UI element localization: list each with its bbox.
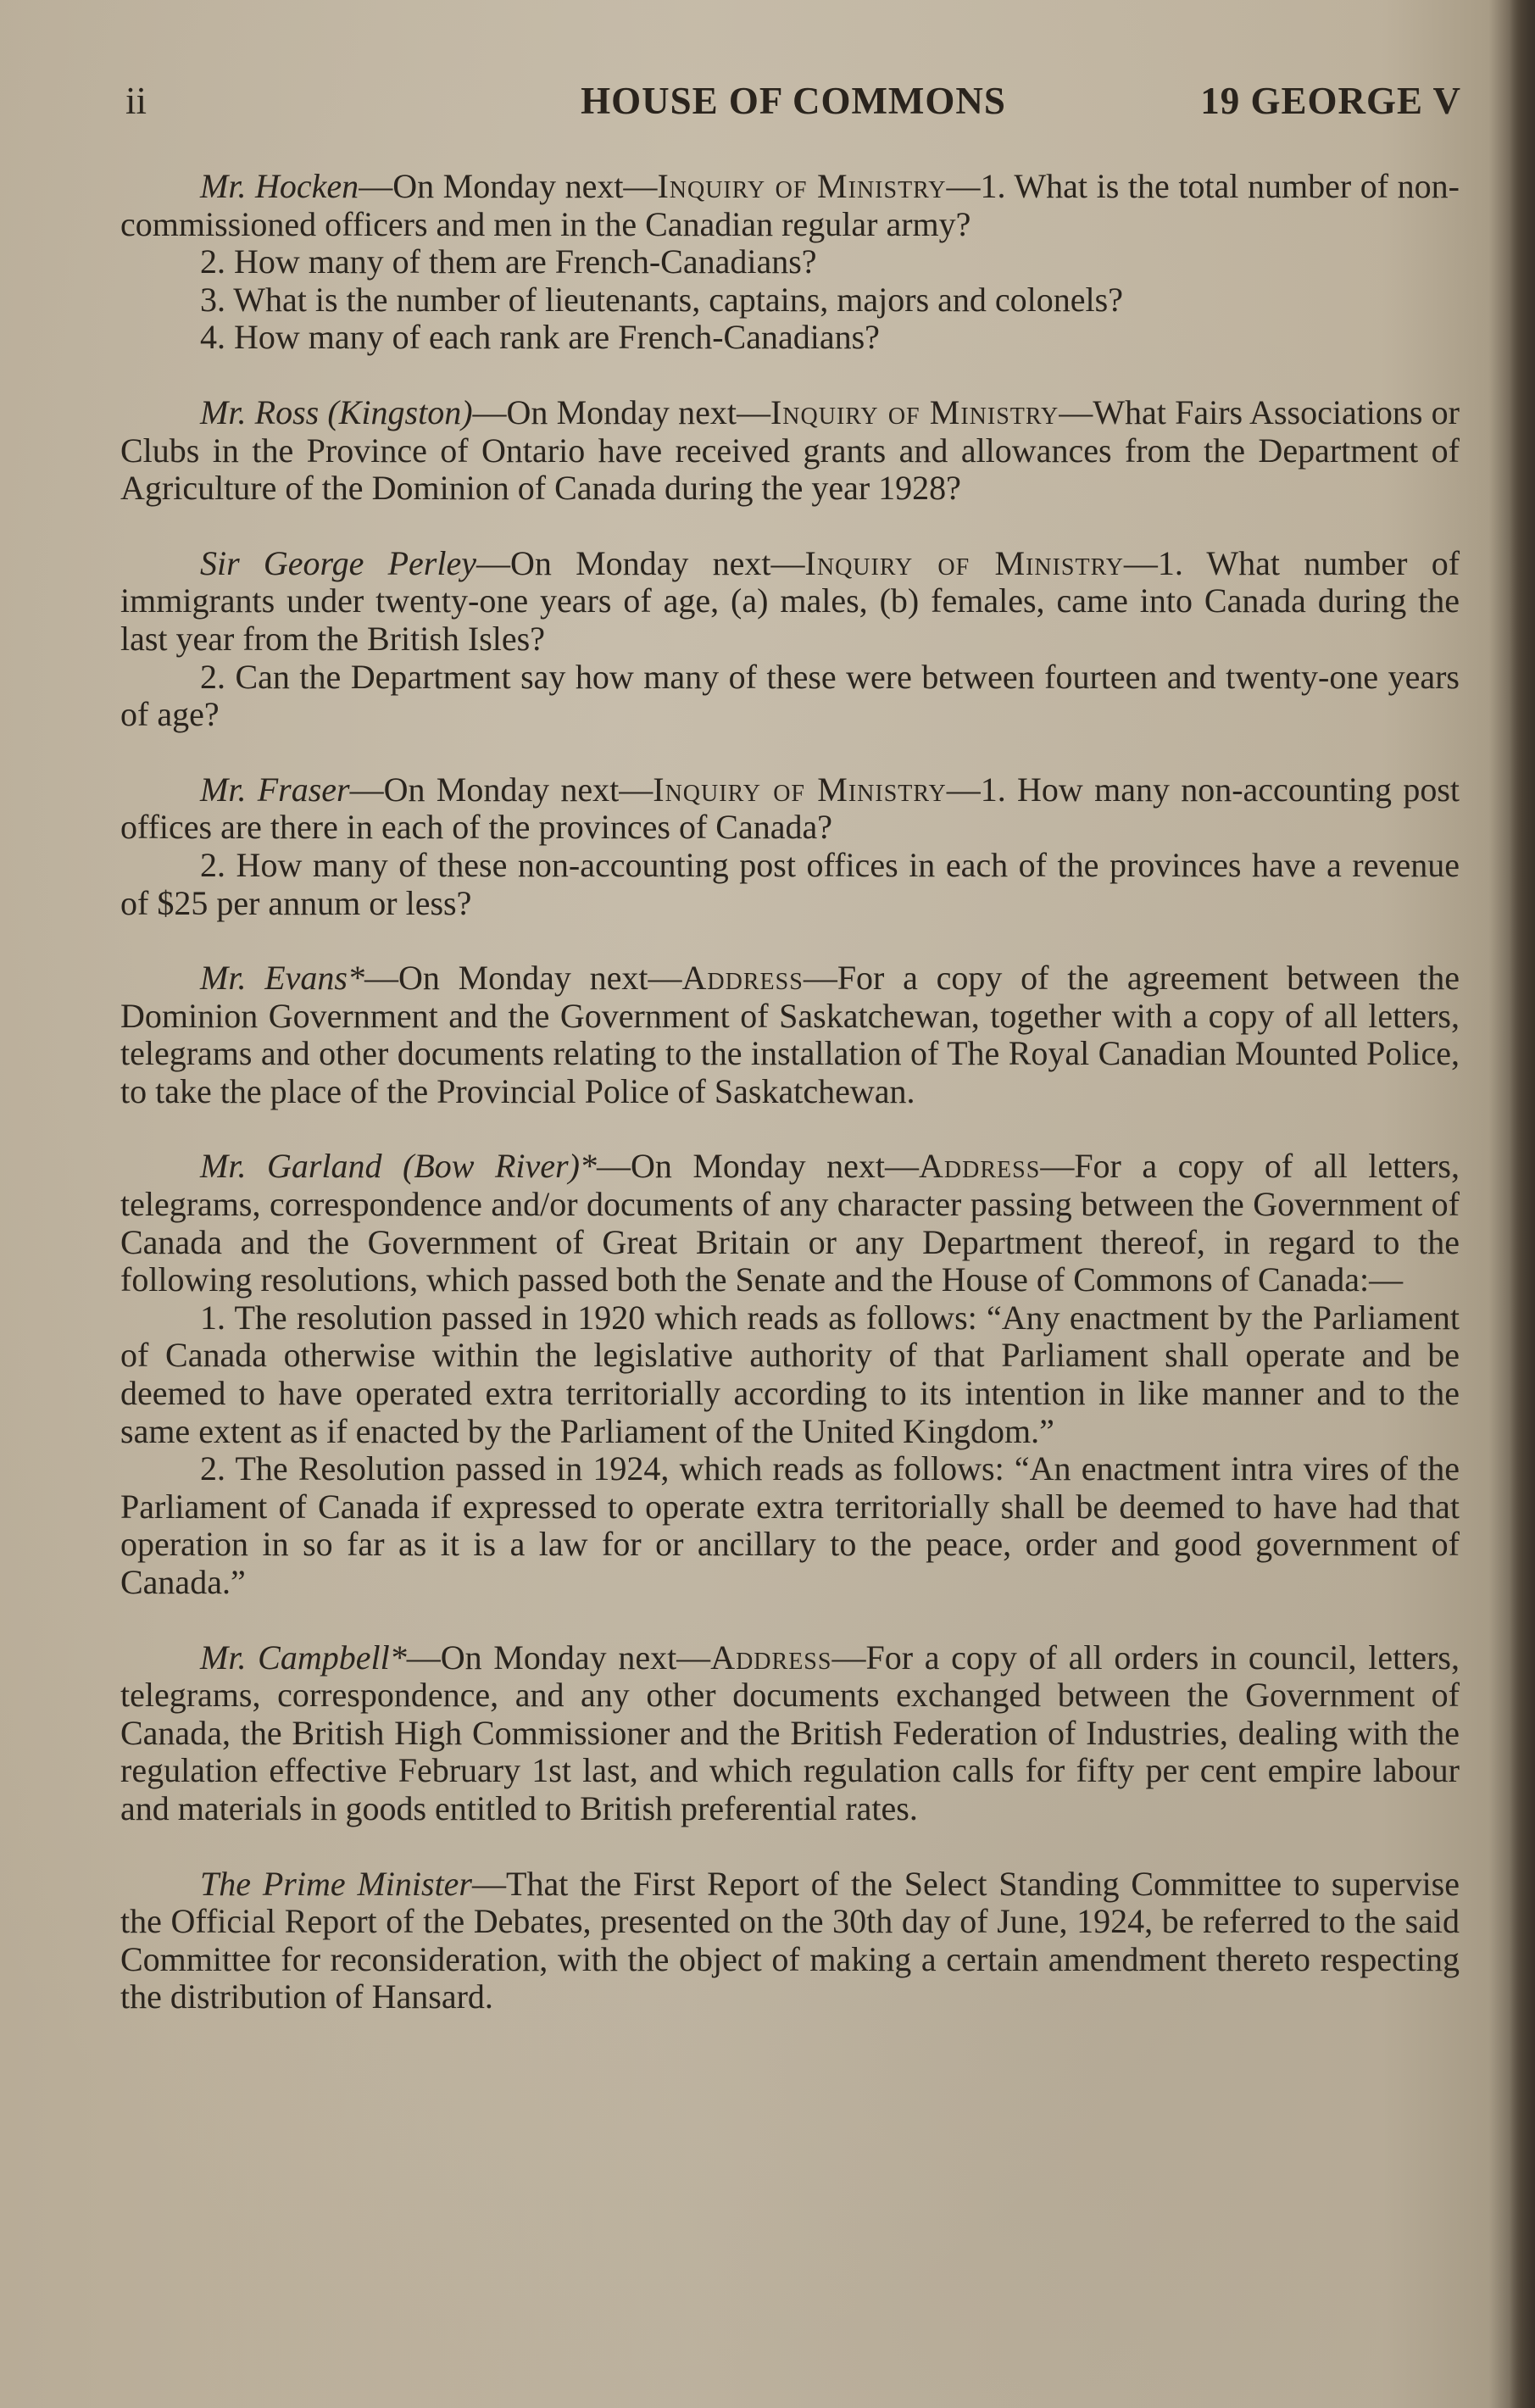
notice-opening-paragraph: [120, 771, 1460, 847]
notice-connector: —On Monday next—: [349, 770, 653, 809]
notice-paragraph: [120, 847, 1460, 922]
notice-entry: [120, 1148, 1460, 1601]
notice-text: —For a copy of the agreement between the Dominion Government and the Government of Saskatchewan, together with a copy of all letters, telegrams and other documents relating to the installation of The Royal Canadian Mounted Police, to take the place of the Provincial Police of Saskatchewan.: [120, 959, 1460, 1110]
notice-paragraph: [120, 1450, 1460, 1601]
notice-action: Address: [919, 1147, 1041, 1186]
notice-opening-paragraph: [120, 394, 1460, 508]
notice-mover: Mr. Ross (Kingston): [200, 392, 473, 431]
page-edge-shadow: [1510, 0, 1535, 2408]
notice-mover: Mr. Evans*: [200, 959, 364, 998]
notice-mover: Sir George Perley: [200, 543, 476, 582]
notice-action: Inquiry of Ministry: [653, 770, 947, 809]
notice-text: 4. How many of each rank are French-Canadians?: [200, 318, 880, 357]
running-header: [125, 71, 1461, 131]
notice-connector: —On Monday next—: [472, 392, 770, 431]
notice-opening-paragraph: [120, 545, 1460, 659]
notice-mover: Mr. Hocken: [200, 167, 359, 205]
notice-paragraph: [120, 281, 1460, 320]
notice-entry: [120, 545, 1460, 734]
header-title: HOUSE OF COMMONS: [581, 80, 1006, 122]
notice-text: —1. What is the total number of non-commissioned officers and men in the Canadian regular army?: [120, 167, 1460, 243]
notice-opening-paragraph: [120, 1639, 1460, 1828]
notice-action: Inquiry of Ministry: [770, 392, 1059, 431]
notice-paragraph: [120, 243, 1460, 281]
notice-text: —What Fairs Associations or Clubs in the Province of Ontario have received grants and allowances from the Department of Agriculture of the Dominion of Canada during the year 1928?: [120, 392, 1460, 508]
notice-text: 3. What is the number of lieutenants, captains, majors and colonels?: [200, 280, 1123, 319]
notice-action: Address: [681, 959, 804, 998]
notice-text: —That the First Report of the Select Standing Committee to supervise the Official Report of the Debates, presented on the 30th day of June, 1924, be referred to the said Committee for reconsideration, with the object of making a certain amendment thereto respecting the distribution of Hansard.: [120, 1864, 1460, 2016]
notice-action: Inquiry of Ministry: [657, 167, 947, 205]
notice-text: 1. The resolution passed in 1920 which reads as follows: “Any enactment by the Parliament of Canada otherwise within the legislative authority of that Parliament shall operate and be deemed to have operated extra territorially according to its intention in like manner and to the same extent as if enacted by the Parliament of the United Kingdom.”: [120, 1298, 1460, 1450]
notice-opening-paragraph: [120, 1866, 1460, 2016]
notice-opening-paragraph: [120, 1148, 1460, 1299]
notice-text: —For a copy of all letters, telegrams, correspondence and/or documents of any character passing between the Government of Canada and the Government of Great Britain or any Department thereof, in regard to the following resolutions, which passed both the Senate and the House of Commons of Canada:—: [120, 1147, 1460, 1299]
notice-entry: [120, 1866, 1460, 2016]
notice-opening-paragraph: [120, 168, 1460, 243]
notice-mover: Mr. Fraser: [200, 770, 350, 809]
notice-paragraph: [120, 319, 1460, 357]
notice-connector: —On Monday next—: [359, 167, 658, 205]
notice-text: 2. The Resolution passed in 1924, which reads as follows: “An enactment intra vires of the Parliament of Canada if expressed to operate extra territorially shall be deemed to have had that operation in so far as it is a law for or ancillary to the peace, order and good government of Canada.”: [120, 1449, 1460, 1601]
notice-paragraph: [120, 659, 1460, 734]
notice-connector: —On Monday next—: [406, 1638, 711, 1677]
notices-body: [120, 168, 1460, 2054]
notice-entry: [120, 771, 1460, 922]
notice-connector: —On Monday next—: [476, 543, 805, 582]
notice-entry: [120, 1639, 1460, 1828]
notice-text: 2. Can the Department say how many of these were between fourteen and twenty-one years of age?: [120, 657, 1460, 734]
notice-action: Inquiry of Ministry: [804, 543, 1124, 582]
notice-entry: [120, 168, 1460, 357]
page-number: ii: [125, 80, 147, 122]
notice-text: 2. How many of them are French-Canadians?: [200, 242, 817, 281]
notice-mover: Mr. Campbell*: [200, 1638, 407, 1677]
notice-action: Address: [710, 1638, 832, 1677]
notice-entry: [120, 394, 1460, 508]
notice-text: 2. How many of these non-accounting post offices in each of the provinces have a revenue of $25 per annum or less?: [120, 845, 1460, 922]
notice-text: —1. What number of immigrants under twenty-one years of age, (a) males, (b) females, came into Canada during the last year from the British Isles?: [120, 543, 1460, 658]
notice-opening-paragraph: [120, 959, 1460, 1110]
notice-mover: Mr. Garland (Bow River)*: [200, 1147, 597, 1186]
notice-connector: —On Monday next—: [596, 1147, 920, 1186]
notice-entry: [120, 959, 1460, 1110]
notice-text: —1. How many non-accounting post offices are there in each of the provinces of Canada?: [120, 770, 1460, 847]
notice-mover: The Prime Minister: [200, 1864, 473, 1903]
notice-paragraph: [120, 1299, 1460, 1450]
notice-connector: —On Monday next—: [364, 959, 682, 998]
notice-text: —For a copy of all orders in council, letters, telegrams, correspondence, and any other documents exchanged between the Government of Canada, the British High Commissioner and the British Federation of Industries, dealing with the regulation effective February 1st last, and which regulation calls for fifty per cent empire labour and materials in goods entitled to British preferential rates.: [120, 1638, 1460, 1827]
header-regnal-year: 19 GEORGE V: [1200, 80, 1461, 122]
